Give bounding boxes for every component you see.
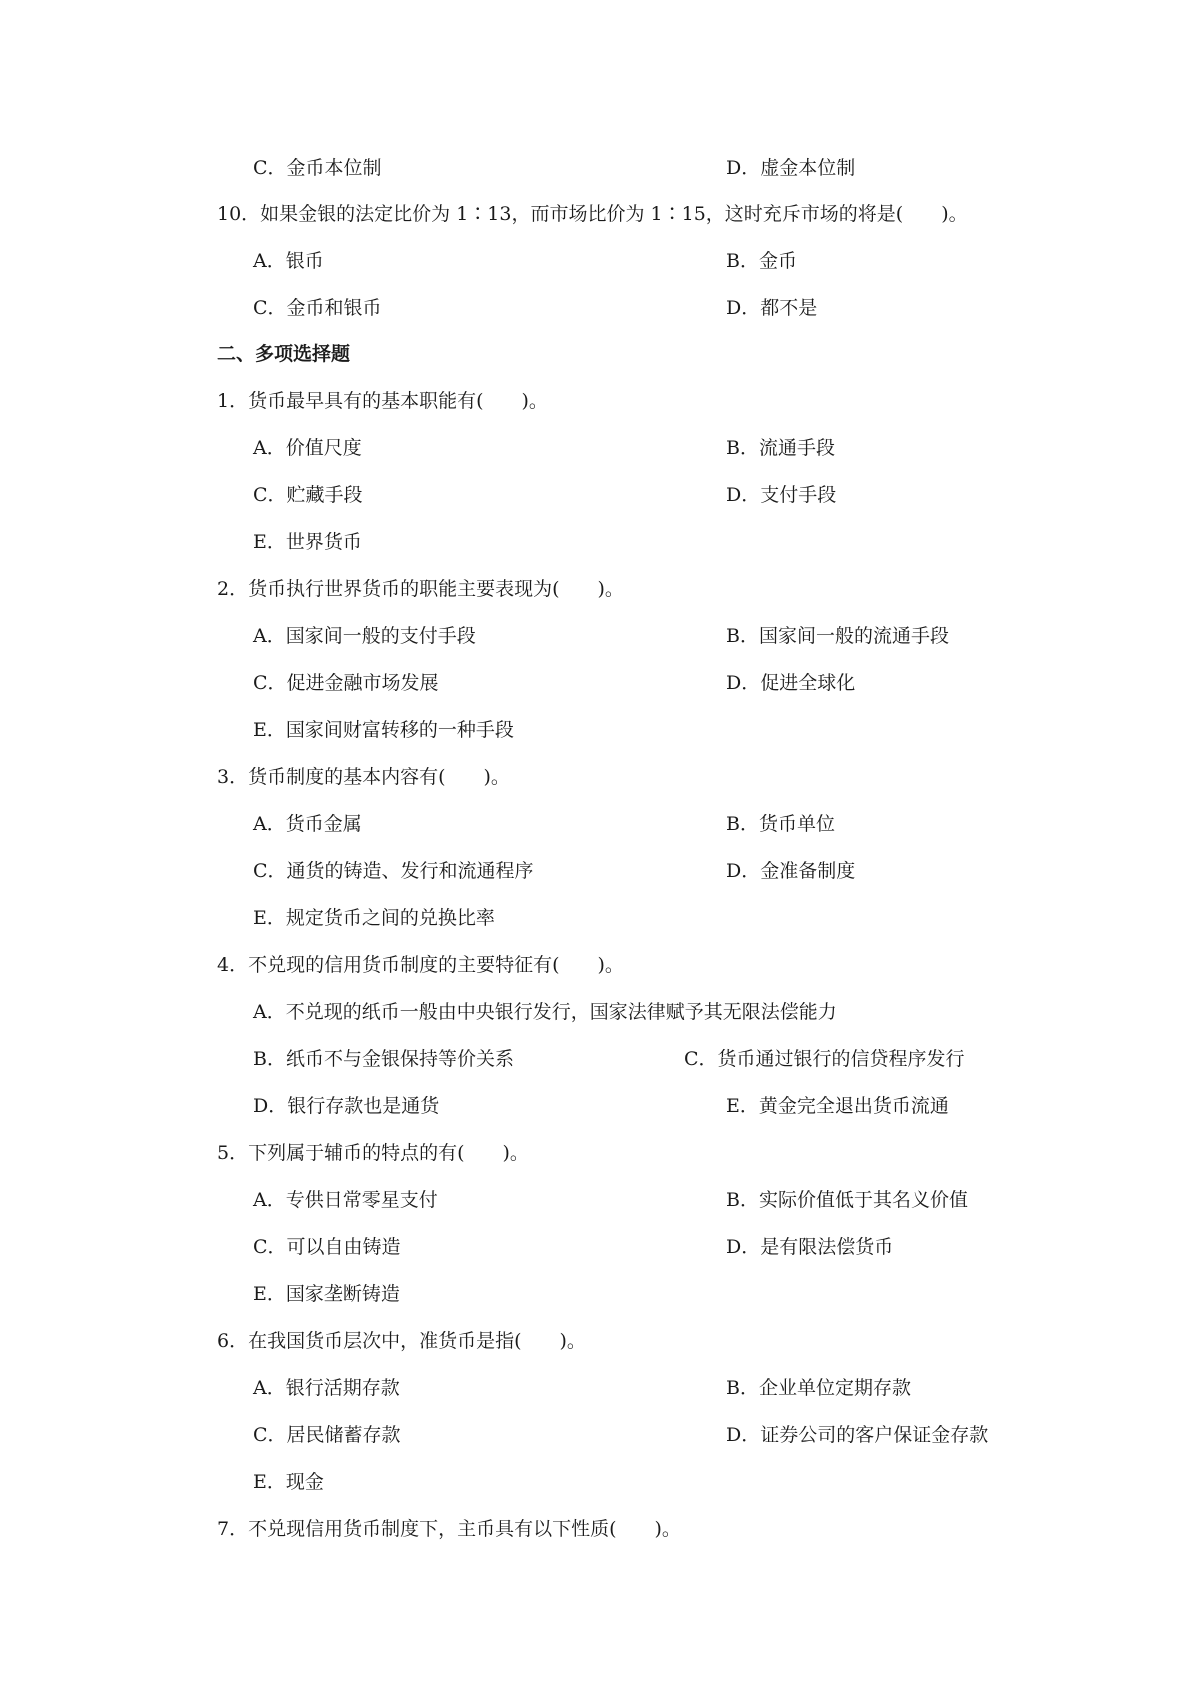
option-text: D．都不是 (726, 297, 818, 319)
option-text: E．规定货币之间的兑换比率 (253, 907, 495, 929)
option-text: C．通货的铸造、发行和流通程序 (253, 860, 534, 882)
question-text: 3．货币制度的基本内容有( )。 (217, 766, 510, 788)
option-text: D．虚金本位制 (726, 157, 856, 179)
option-text: C．金币本位制 (253, 157, 382, 179)
option-text: B．货币单位 (726, 813, 835, 835)
option-text: E．黄金完全退出货币流通 (726, 1095, 949, 1117)
option-text: A．银行活期存款 (253, 1377, 400, 1399)
question-text: 5．下列属于辅币的特点的有( )。 (217, 1142, 529, 1164)
section-heading: 二、多项选择题 (217, 343, 351, 365)
question-text: 4．不兑现的信用货币制度的主要特征有( )。 (217, 954, 624, 976)
option-text: D．证券公司的客户保证金存款 (726, 1424, 989, 1446)
option-text: E．国家间财富转移的一种手段 (253, 719, 514, 741)
option-text: E．国家垄断铸造 (253, 1283, 400, 1305)
option-text: E．世界货币 (253, 531, 362, 553)
option-text: D．促进全球化 (726, 672, 856, 694)
question-text: 2．货币执行世界货币的职能主要表现为( )。 (217, 578, 624, 600)
option-text: A．货币金属 (253, 813, 362, 835)
option-text: C．贮藏手段 (253, 484, 363, 506)
question-text: 10．如果金银的法定比价为 1∶13，而市场比价为 1∶15，这时充斥市场的将是( )。 (217, 203, 968, 225)
option-text: D．银行存款也是通货 (253, 1095, 440, 1117)
option-text: A．国家间一般的支付手段 (253, 625, 476, 647)
option-text: E．现金 (253, 1471, 324, 1493)
option-text: A．不兑现的纸币一般由中央银行发行，国家法律赋予其无限法偿能力 (253, 1001, 837, 1023)
option-text: B．纸币不与金银保持等价关系 (253, 1048, 514, 1070)
option-text: D．金准备制度 (726, 860, 856, 882)
option-text: C．可以自由铸造 (253, 1236, 401, 1258)
question-text: 7．不兑现信用货币制度下，主币具有以下性质( )。 (217, 1518, 681, 1540)
option-text: B．金币 (726, 250, 797, 272)
question-text: 6．在我国货币层次中，准货币是指( )。 (217, 1330, 586, 1352)
option-text: B．流通手段 (726, 437, 835, 459)
option-text: A．专供日常零星支付 (253, 1189, 438, 1211)
option-text: C．货币通过银行的信贷程序发行 (684, 1048, 965, 1070)
question-text: 1．货币最早具有的基本职能有( )。 (217, 390, 548, 412)
option-text: B．实际价值低于其名义价值 (726, 1189, 968, 1211)
option-text: C．居民储蓄存款 (253, 1424, 401, 1446)
option-text: C．金币和银币 (253, 297, 382, 319)
option-text: D．支付手段 (726, 484, 837, 506)
option-text: A．银币 (253, 250, 324, 272)
option-text: B．企业单位定期存款 (726, 1377, 911, 1399)
option-text: A．价值尺度 (253, 437, 362, 459)
option-text: D．是有限法偿货币 (726, 1236, 894, 1258)
option-text: C．促进金融市场发展 (253, 672, 439, 694)
option-text: B．国家间一般的流通手段 (726, 625, 949, 647)
